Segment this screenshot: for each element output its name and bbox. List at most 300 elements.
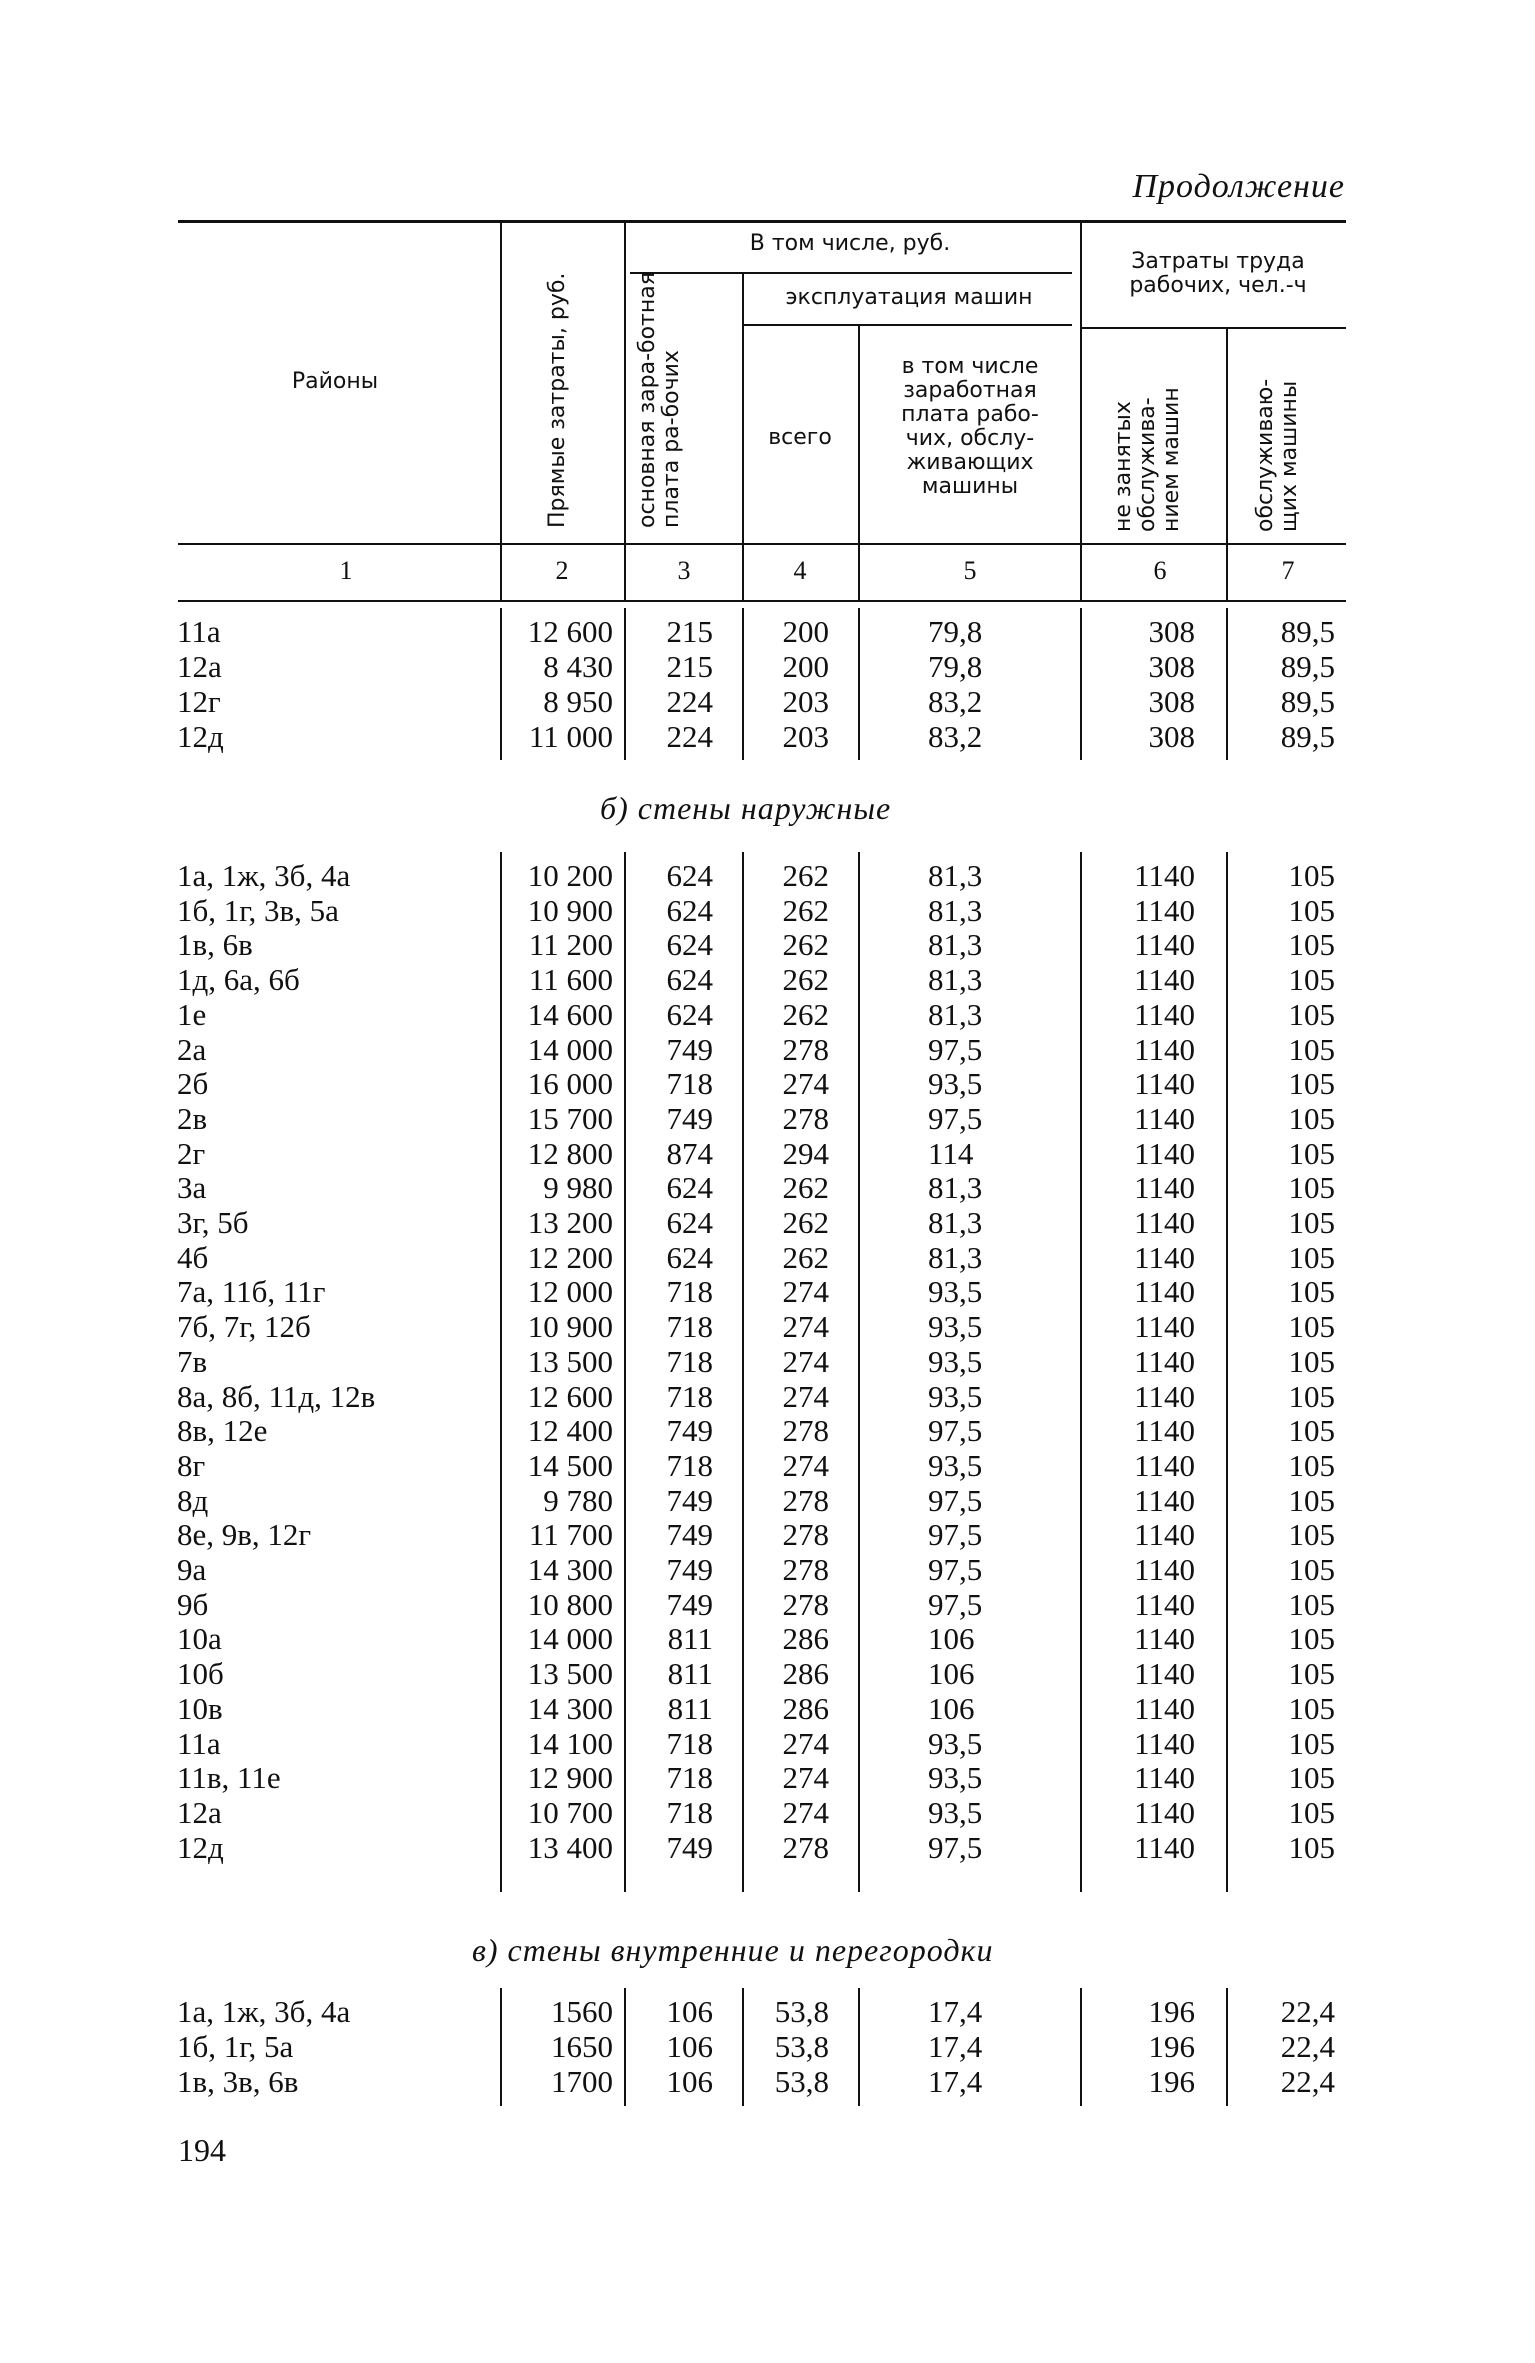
direct-costs-cell: 11 600 (528, 962, 613, 998)
header-vline-4 (858, 326, 860, 600)
table-row (0, 1760, 1535, 1795)
labor-serving-cell: 105 (1288, 1135, 1335, 1171)
base-wage-cell: 749 (666, 1517, 713, 1553)
labor-not-serving-cell: 308 (1148, 649, 1195, 684)
labor-not-serving-cell: 1140 (1134, 1239, 1195, 1275)
direct-costs-cell: 11 700 (528, 1517, 613, 1553)
labor-serving-cell: 105 (1288, 1586, 1335, 1622)
direct-costs-cell: 14 000 (527, 1031, 613, 1067)
region-cell: 8а, 8б, 11д, 12в (177, 1378, 376, 1414)
direct-costs-cell: 1700 (551, 2064, 613, 2099)
labor-serving-cell: 105 (1288, 1794, 1335, 1830)
machine-wage-cell: 93,5 (928, 1378, 983, 1414)
machine-total-cell: 278 (782, 1829, 829, 1865)
direct-costs-cell: 13 500 (527, 1656, 613, 1692)
direct-costs-cell: 9 780 (543, 1482, 613, 1518)
table-row (0, 649, 1535, 684)
labor-not-serving-cell: 1140 (1134, 1170, 1195, 1206)
table-row (0, 1587, 1535, 1622)
colnum-7: 7 (1281, 556, 1295, 585)
labor-serving-cell: 22,4 (1280, 2029, 1335, 2064)
section-b-title: б) стены наружные (600, 790, 892, 826)
base-wage-cell: 624 (666, 996, 713, 1032)
machine-total-cell: 274 (782, 1343, 829, 1379)
labor-serving-cell: 105 (1288, 1309, 1335, 1345)
labor-sub-rule (1082, 327, 1346, 329)
table-row (0, 684, 1535, 719)
table-row (0, 1032, 1535, 1067)
header-vline-2 (624, 222, 626, 600)
region-cell: 4б (177, 1239, 209, 1275)
table-row (0, 1517, 1535, 1552)
labor-serving-cell: 105 (1288, 927, 1335, 963)
labor-not-serving-cell: 1140 (1134, 1725, 1195, 1761)
base-wage-cell: 624 (666, 962, 713, 998)
machine-total-cell: 274 (782, 1725, 829, 1761)
table-row (0, 1344, 1535, 1379)
table-row (0, 1413, 1535, 1448)
machine-total-cell: 278 (782, 1517, 829, 1553)
region-cell: 1б, 1г, 5а (177, 2029, 294, 2064)
direct-costs-cell: 14 100 (527, 1725, 613, 1761)
labor-not-serving-cell: 1140 (1134, 1656, 1195, 1692)
table-row (0, 719, 1535, 754)
machine-wage-cell: 114 (928, 1135, 974, 1171)
header-regions: Районы (291, 369, 379, 394)
direct-costs-cell: 14 300 (527, 1690, 613, 1726)
table-row (0, 614, 1535, 649)
base-wage-cell: 874 (666, 1135, 713, 1171)
region-cell: 2г (177, 1135, 206, 1171)
region-cell: 8д (177, 1482, 209, 1518)
machine-total-cell: 278 (782, 1100, 829, 1136)
table-row (0, 2029, 1535, 2064)
region-cell: 10б (177, 1656, 224, 1692)
direct-costs-cell: 12 900 (527, 1760, 613, 1796)
labor-not-serving-cell: 1140 (1134, 962, 1195, 998)
labor-not-serving-cell: 1140 (1134, 1205, 1195, 1240)
colnum-3: 3 (677, 556, 691, 585)
colnum-bottom-rule (178, 600, 1346, 602)
region-cell: 12а (177, 1794, 222, 1830)
labor-not-serving-cell: 1140 (1134, 1066, 1195, 1102)
labor-not-serving-cell: 1140 (1134, 1829, 1195, 1865)
region-cell: 12г (177, 684, 221, 719)
labor-not-serving-cell: 1140 (1134, 1621, 1195, 1657)
direct-costs-cell: 9 980 (543, 1170, 613, 1206)
base-wage-cell: 749 (666, 1031, 713, 1067)
labor-not-serving-cell: 196 (1148, 2064, 1195, 2099)
base-wage-cell: 718 (666, 1378, 713, 1414)
labor-not-serving-cell: 1140 (1134, 1135, 1195, 1171)
machine-wage-cell: 97,5 (928, 1552, 983, 1587)
machine-total-cell: 203 (782, 684, 829, 719)
table-row (0, 1994, 1535, 2029)
machine-total-cell: 286 (782, 1656, 829, 1692)
region-cell: 1а, 1ж, 3б, 4а (177, 1994, 351, 2029)
base-wage-cell: 215 (666, 614, 713, 649)
labor-not-serving-cell: 1140 (1134, 1760, 1195, 1796)
labor-not-serving-cell: 1140 (1134, 1100, 1195, 1136)
machine-total-cell: 262 (782, 1205, 829, 1240)
header-machine-wage: в том числе заработная плата рабо-чих, обслу-живающих машины (901, 354, 1039, 499)
base-wage-cell: 749 (666, 1413, 713, 1449)
base-wage-cell: 749 (666, 1552, 713, 1587)
machine-total-cell: 262 (782, 1170, 829, 1206)
machine-wage-cell: 83,2 (928, 684, 983, 719)
direct-costs-cell: 12 400 (527, 1413, 613, 1449)
table-row (0, 1656, 1535, 1691)
region-cell: 3а (177, 1170, 207, 1206)
base-wage-cell: 749 (666, 1586, 713, 1622)
direct-costs-cell: 1650 (551, 2029, 613, 2064)
machine-wage-cell: 83,2 (928, 719, 983, 754)
machine-total-cell: 200 (782, 649, 829, 684)
table-row (0, 1240, 1535, 1275)
table-row (0, 1170, 1535, 1205)
machine-total-cell: 203 (782, 719, 829, 754)
labor-serving-cell: 89,5 (1280, 614, 1335, 649)
base-wage-cell: 624 (666, 892, 713, 928)
base-wage-cell: 624 (666, 1205, 713, 1240)
labor-serving-cell: 105 (1288, 1239, 1335, 1275)
base-wage-cell: 624 (666, 1170, 713, 1206)
labor-serving-cell: 105 (1288, 1656, 1335, 1692)
direct-costs-cell: 13 400 (527, 1829, 613, 1865)
labor-serving-cell: 105 (1288, 1205, 1335, 1240)
machine-total-cell: 278 (782, 1482, 829, 1518)
machine-wage-cell: 79,8 (928, 614, 983, 649)
header-vline-6 (1226, 329, 1228, 600)
machine-wage-cell: 81,3 (928, 1205, 983, 1240)
table-row (0, 1448, 1535, 1483)
direct-costs-cell: 15 700 (527, 1100, 613, 1136)
labor-not-serving-cell: 308 (1148, 719, 1195, 754)
header-including: В том числе, руб. (749, 231, 951, 256)
region-cell: 10а (177, 1621, 222, 1657)
machine-sub-rule (742, 324, 1072, 326)
labor-serving-cell: 105 (1288, 1552, 1335, 1587)
machine-total-cell: 274 (782, 1274, 829, 1310)
region-cell: 2а (177, 1031, 207, 1067)
labor-not-serving-cell: 1140 (1134, 1586, 1195, 1622)
machine-wage-cell: 17,4 (928, 2029, 983, 2064)
table-row (0, 962, 1535, 997)
labor-not-serving-cell: 196 (1148, 1994, 1195, 2029)
region-cell: 7а, 11б, 11г (177, 1274, 326, 1310)
base-wage-cell: 718 (666, 1066, 713, 1102)
table-row (0, 1309, 1535, 1344)
direct-costs-cell: 10 200 (527, 858, 613, 893)
machine-total-cell: 274 (782, 1447, 829, 1483)
base-wage-cell: 749 (666, 1100, 713, 1136)
machine-wage-cell: 93,5 (928, 1725, 983, 1761)
machine-total-cell: 200 (782, 614, 829, 649)
direct-costs-cell: 10 900 (527, 1309, 613, 1345)
machine-total-cell: 262 (782, 962, 829, 998)
direct-costs-cell: 14 500 (527, 1447, 613, 1483)
base-wage-cell: 215 (666, 649, 713, 684)
region-cell: 2б (177, 1066, 209, 1102)
region-cell: 3г, 5б (177, 1205, 249, 1240)
machine-total-cell: 278 (782, 1552, 829, 1587)
base-wage-cell: 749 (666, 1482, 713, 1518)
region-cell: 1в, 3в, 6в (177, 2064, 299, 2099)
labor-serving-cell: 105 (1288, 1517, 1335, 1553)
machine-total-cell: 286 (782, 1621, 829, 1657)
labor-serving-cell: 105 (1288, 1690, 1335, 1726)
labor-serving-cell: 105 (1288, 1482, 1335, 1518)
machine-wage-cell: 93,5 (928, 1309, 983, 1345)
machine-wage-cell: 93,5 (928, 1274, 983, 1310)
machine-total-cell: 262 (782, 1239, 829, 1275)
machine-total-cell: 262 (782, 858, 829, 893)
machine-total-cell: 278 (782, 1413, 829, 1449)
direct-costs-cell: 11 200 (528, 927, 613, 963)
machine-wage-cell: 97,5 (928, 1829, 983, 1865)
table-row (0, 1136, 1535, 1171)
region-cell: 7в (177, 1343, 208, 1379)
region-cell: 1а, 1ж, 3б, 4а (177, 858, 351, 893)
machine-wage-cell: 81,3 (928, 1170, 983, 1206)
base-wage-cell: 224 (666, 719, 713, 754)
labor-serving-cell: 105 (1288, 1274, 1335, 1310)
header-serving: обслуживаю-щих машины (1253, 378, 1302, 532)
base-wage-cell: 718 (666, 1794, 713, 1830)
direct-costs-cell: 13 500 (527, 1343, 613, 1379)
direct-costs-cell: 12 800 (527, 1135, 613, 1171)
machine-wage-cell: 93,5 (928, 1447, 983, 1483)
direct-costs-cell: 10 800 (527, 1586, 613, 1622)
machine-wage-cell: 79,8 (928, 649, 983, 684)
labor-serving-cell: 105 (1288, 1378, 1335, 1414)
direct-costs-cell: 12 000 (527, 1274, 613, 1310)
machine-total-cell: 274 (782, 1378, 829, 1414)
direct-costs-cell: 8 950 (543, 684, 613, 719)
machine-wage-cell: 93,5 (928, 1794, 983, 1830)
base-wage-cell: 624 (666, 1239, 713, 1275)
region-cell: 12д (177, 719, 224, 754)
machine-total-cell: 286 (782, 1690, 829, 1726)
colnum-1: 1 (339, 556, 353, 585)
machine-total-cell: 274 (782, 1066, 829, 1102)
machine-total-cell: 262 (782, 996, 829, 1032)
base-wage-cell: 718 (666, 1343, 713, 1379)
region-cell: 11в, 11е (177, 1760, 281, 1796)
direct-costs-cell: 11 000 (528, 719, 613, 754)
header-vline-1 (500, 222, 502, 600)
table-row (0, 1274, 1535, 1309)
labor-serving-cell: 22,4 (1280, 1994, 1335, 2029)
direct-costs-cell: 12 600 (527, 1378, 613, 1414)
region-cell: 1е (177, 996, 207, 1032)
machine-wage-cell: 17,4 (928, 1994, 983, 2029)
region-cell: 9а (177, 1552, 207, 1587)
region-cell: 8в, 12е (177, 1413, 268, 1449)
labor-not-serving-cell: 1140 (1134, 1343, 1195, 1379)
region-cell: 1д, 6а, 6б (177, 962, 300, 998)
direct-costs-cell: 12 600 (527, 614, 613, 649)
labor-serving-cell: 105 (1288, 996, 1335, 1032)
machine-wage-cell: 81,3 (928, 892, 983, 928)
header-direct-costs: Прямые затраты, руб. (545, 272, 570, 528)
labor-serving-cell: 105 (1288, 1829, 1335, 1865)
machine-total-cell: 278 (782, 1586, 829, 1622)
labor-serving-cell: 105 (1288, 858, 1335, 893)
colnum-4: 4 (793, 556, 807, 585)
table-row (0, 893, 1535, 928)
machine-wage-cell: 97,5 (928, 1482, 983, 1518)
base-wage-cell: 718 (666, 1725, 713, 1761)
region-cell: 1в, 6в (177, 927, 253, 963)
labor-not-serving-cell: 1140 (1134, 1274, 1195, 1310)
section-c-title: в) стены внутренние и перегородки (472, 1932, 994, 1968)
machine-wage-cell: 93,5 (928, 1343, 983, 1379)
region-cell: 9б (177, 1586, 209, 1622)
table-row (0, 1483, 1535, 1518)
table-top-rule (178, 220, 1346, 223)
labor-not-serving-cell: 1140 (1134, 1031, 1195, 1067)
region-cell: 1б, 1г, 3в, 5а (177, 892, 339, 928)
header-vline-5 (1080, 222, 1082, 600)
direct-costs-cell: 14 000 (527, 1621, 613, 1657)
labor-not-serving-cell: 1140 (1134, 996, 1195, 1032)
machine-total-cell: 278 (782, 1031, 829, 1067)
labor-serving-cell: 105 (1288, 1343, 1335, 1379)
colnum-5: 5 (963, 556, 977, 585)
table-row (0, 1726, 1535, 1761)
labor-serving-cell: 105 (1288, 1066, 1335, 1102)
direct-costs-cell: 16 000 (527, 1066, 613, 1102)
base-wage-cell: 224 (666, 684, 713, 719)
table-row (0, 1795, 1535, 1830)
labor-serving-cell: 105 (1288, 1447, 1335, 1483)
labor-not-serving-cell: 1140 (1134, 892, 1195, 928)
labor-serving-cell: 105 (1288, 962, 1335, 998)
direct-costs-cell: 14 300 (527, 1552, 613, 1587)
base-wage-cell: 718 (666, 1274, 713, 1310)
labor-serving-cell: 105 (1288, 1170, 1335, 1206)
table-row (0, 1205, 1535, 1240)
labor-not-serving-cell: 1140 (1134, 1447, 1195, 1483)
labor-not-serving-cell: 1140 (1134, 1794, 1195, 1830)
table-row (0, 2064, 1535, 2099)
table-row (0, 927, 1535, 962)
labor-serving-cell: 89,5 (1280, 719, 1335, 754)
direct-costs-cell: 8 430 (543, 649, 613, 684)
labor-not-serving-cell: 1140 (1134, 1690, 1195, 1726)
region-cell: 2в (177, 1100, 208, 1136)
region-cell: 11а (177, 614, 221, 649)
machine-total-cell: 274 (782, 1309, 829, 1345)
base-wage-cell: 718 (666, 1447, 713, 1483)
base-wage-cell: 811 (667, 1690, 713, 1726)
machine-wage-cell: 81,3 (928, 927, 983, 963)
table-row (0, 1691, 1535, 1726)
base-wage-cell: 624 (666, 858, 713, 893)
labor-not-serving-cell: 1140 (1134, 1378, 1195, 1414)
base-wage-cell: 718 (666, 1309, 713, 1345)
table-row (0, 1101, 1535, 1136)
direct-costs-cell: 1560 (551, 1994, 613, 2029)
machine-wage-cell: 97,5 (928, 1586, 983, 1622)
machine-total-cell: 294 (782, 1135, 829, 1171)
machine-wage-cell: 81,3 (928, 996, 983, 1032)
page-number: 194 (178, 2132, 226, 2168)
direct-costs-cell: 10 700 (527, 1794, 613, 1830)
labor-not-serving-cell: 1140 (1134, 1517, 1195, 1553)
direct-costs-cell: 12 200 (527, 1239, 613, 1275)
labor-not-serving-cell: 1140 (1134, 927, 1195, 963)
machine-wage-cell: 106 (928, 1690, 975, 1726)
base-wage-cell: 624 (666, 927, 713, 963)
labor-not-serving-cell: 1140 (1134, 858, 1195, 893)
header-total: всего (768, 425, 832, 450)
region-cell: 12а (177, 649, 222, 684)
machine-wage-cell: 93,5 (928, 1760, 983, 1796)
colnum-2: 2 (555, 556, 569, 585)
base-wage-cell: 106 (666, 2029, 713, 2064)
region-cell: 8г (177, 1447, 206, 1483)
table-row (0, 1830, 1535, 1865)
machine-wage-cell: 97,5 (928, 1517, 983, 1553)
region-cell: 12д (177, 1829, 224, 1865)
labor-not-serving-cell: 1140 (1134, 1413, 1195, 1449)
machine-wage-cell: 97,5 (928, 1031, 983, 1067)
labor-serving-cell: 105 (1288, 1725, 1335, 1761)
labor-not-serving-cell: 196 (1148, 2029, 1195, 2064)
header-labor-costs: Затраты труда рабочих, чел.-ч (1129, 249, 1307, 298)
labor-not-serving-cell: 1140 (1134, 1309, 1195, 1345)
base-wage-cell: 106 (666, 2064, 713, 2099)
labor-serving-cell: 105 (1288, 1031, 1335, 1067)
machine-wage-cell: 106 (928, 1656, 975, 1692)
table-row (0, 858, 1535, 893)
labor-serving-cell: 105 (1288, 1760, 1335, 1796)
machine-wage-cell: 81,3 (928, 962, 983, 998)
machine-total-cell: 53,8 (774, 1994, 829, 2029)
region-cell: 10в (177, 1690, 223, 1726)
table-row (0, 1552, 1535, 1587)
labor-serving-cell: 22,4 (1280, 2064, 1335, 2099)
base-wage-cell: 106 (666, 1994, 713, 2029)
labor-not-serving-cell: 308 (1148, 684, 1195, 719)
machine-wage-cell: 81,3 (928, 1239, 983, 1275)
region-cell: 8е, 9в, 12г (177, 1517, 312, 1553)
labor-not-serving-cell: 308 (1148, 614, 1195, 649)
labor-serving-cell: 105 (1288, 1100, 1335, 1136)
base-wage-cell: 811 (667, 1656, 713, 1692)
base-wage-cell: 718 (666, 1760, 713, 1796)
machine-total-cell: 262 (782, 927, 829, 963)
header-base-wage: основная зара-ботная плата ра-бочих (635, 272, 684, 528)
machine-total-cell: 53,8 (774, 2064, 829, 2099)
direct-costs-cell: 13 200 (527, 1205, 613, 1240)
machine-wage-cell: 106 (928, 1621, 975, 1657)
direct-costs-cell: 14 600 (527, 996, 613, 1032)
labor-serving-cell: 105 (1288, 1621, 1335, 1657)
machine-total-cell: 274 (782, 1794, 829, 1830)
labor-serving-cell: 89,5 (1280, 649, 1335, 684)
table-row (0, 1066, 1535, 1101)
labor-serving-cell: 89,5 (1280, 684, 1335, 719)
continuation-label: Продолжение (1132, 168, 1345, 205)
machine-total-cell: 262 (782, 892, 829, 928)
machine-wage-cell: 97,5 (928, 1100, 983, 1136)
labor-not-serving-cell: 1140 (1134, 1482, 1195, 1518)
direct-costs-cell: 10 900 (527, 892, 613, 928)
colnum-6: 6 (1153, 556, 1167, 585)
